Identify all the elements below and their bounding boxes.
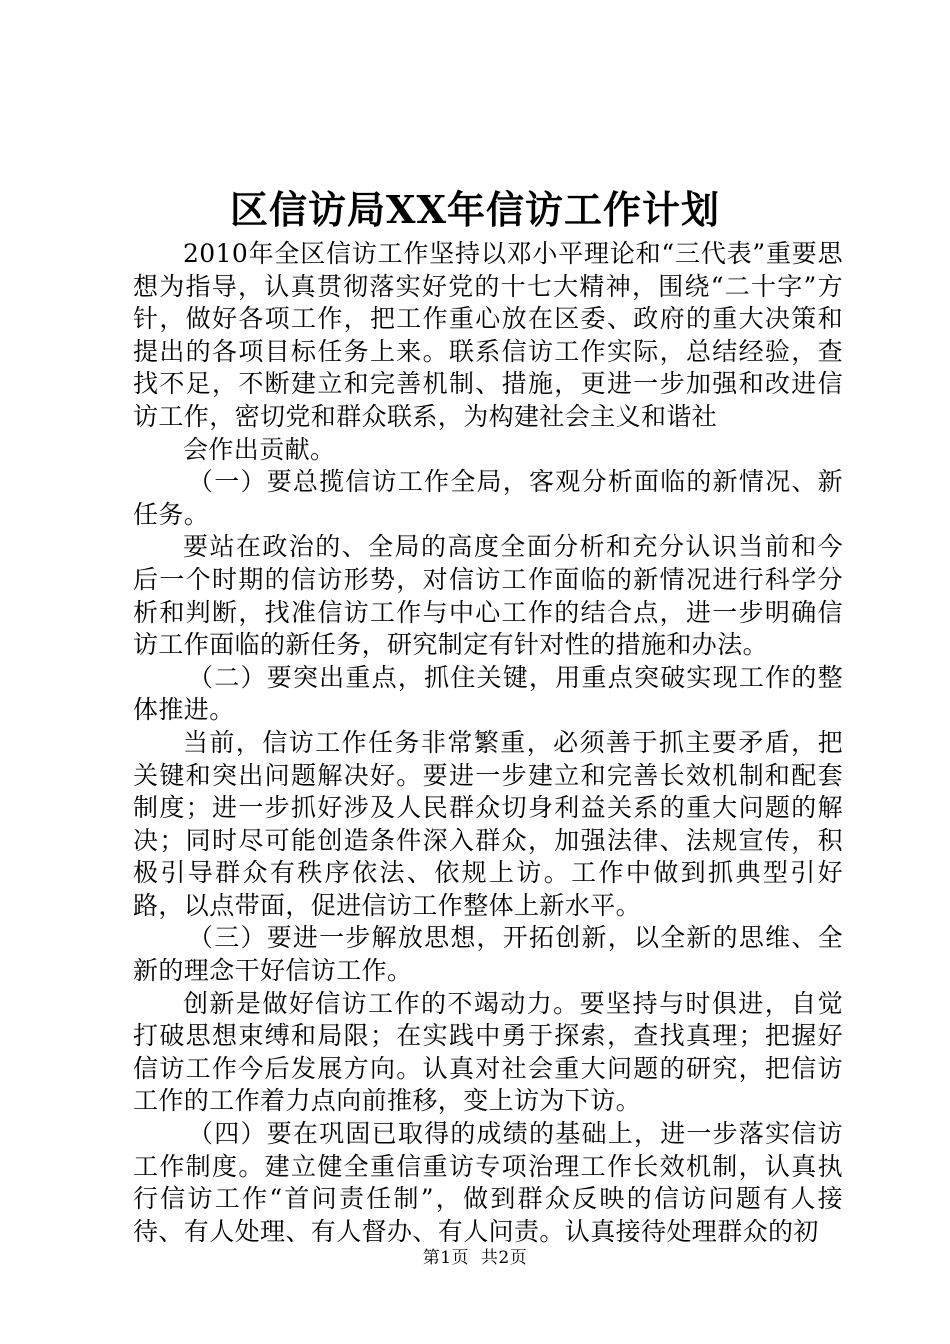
section-heading-3: （三）要进一步解放思想，开拓创新，以全新的思维、全新的理念干好信访工作。: [133, 923, 843, 986]
section-heading-2: （二）要突出重点，抓住关键，用重点突破实现工作的整体推进。: [133, 662, 843, 725]
section-paragraph-2: 当前，信访工作任务非常繁重，必须善于抓主要矛盾，把关键和突出问题解决好。要进一步建立和完善长效机制和配套制度；进一步抓好涉及人民群众切身利益关系的重大问题的解决；同时尽可能创造条件深入群众，加强法律、法规宣传，积极引导群众有秩序依法、依规上访。工作中做到抓典型引好路，以点带面，促进信访工作整体上新水平。: [133, 727, 843, 920]
section-heading-1: （一）要总揽信访工作全局，客观分析面临的新情况、新任务。: [133, 467, 843, 529]
page-footer: [0, 1246, 950, 1270]
section-heading-4: （四）要在巩固已取得的成绩的基础上，进一步落实信访工作制度。建立健全重信重访专项治理工作长效机制，认真执行信访工作“首问责任制”，做到群众反映的信访问题有人接待、有人处理、有人督办、有人问责。认真接待处理群众的初: [133, 1119, 843, 1246]
footer-gap: [469, 1248, 481, 1268]
page-total: 共2页: [480, 1248, 528, 1268]
section-paragraph-1: 要站在政治的、全局的高度全面分析和充分认识当前和今后一个时期的信访形势，对信访工作面临的新情况进行科学分析和判断，找准信访工作与中心工作的结合点，进一步明确信访工作面临的新任务，研究制定有针对性的措施和办法。: [133, 532, 843, 660]
document-body: [133, 238, 843, 1248]
section-paragraph-3: 创新是做好信访工作的不竭动力。要坚持与时俱进，自觉打破思想束缚和局限；在实践中勇于探索，查找真理；把握好信访工作今后发展方向。认真对社会重大问题的研究，把信访工作的工作着力点向前推移，变上访为下访。: [133, 988, 843, 1116]
intro-paragraph: 2010年全区信访工作坚持以邓小平理论和“三代表”重要思想为指导，认真贯彻落实好党的十七大精神，围绕“二十字”方针，做好各项工作，把工作重心放在区委、政府的重大决策和提出的各项目标任务上来。联系信访工作实际，总结经验，查找不足，不断建立和完善机制、措施，更进一步加强和改进信访工作，密切党和群众联系，为构建社会主义和谐社: [133, 239, 843, 431]
intro-paragraph-tail: 会作出贡献。: [183, 434, 336, 464]
page-number: 第1页: [422, 1248, 470, 1268]
document-title: 区信访局XX年信访工作计划: [230, 187, 720, 232]
